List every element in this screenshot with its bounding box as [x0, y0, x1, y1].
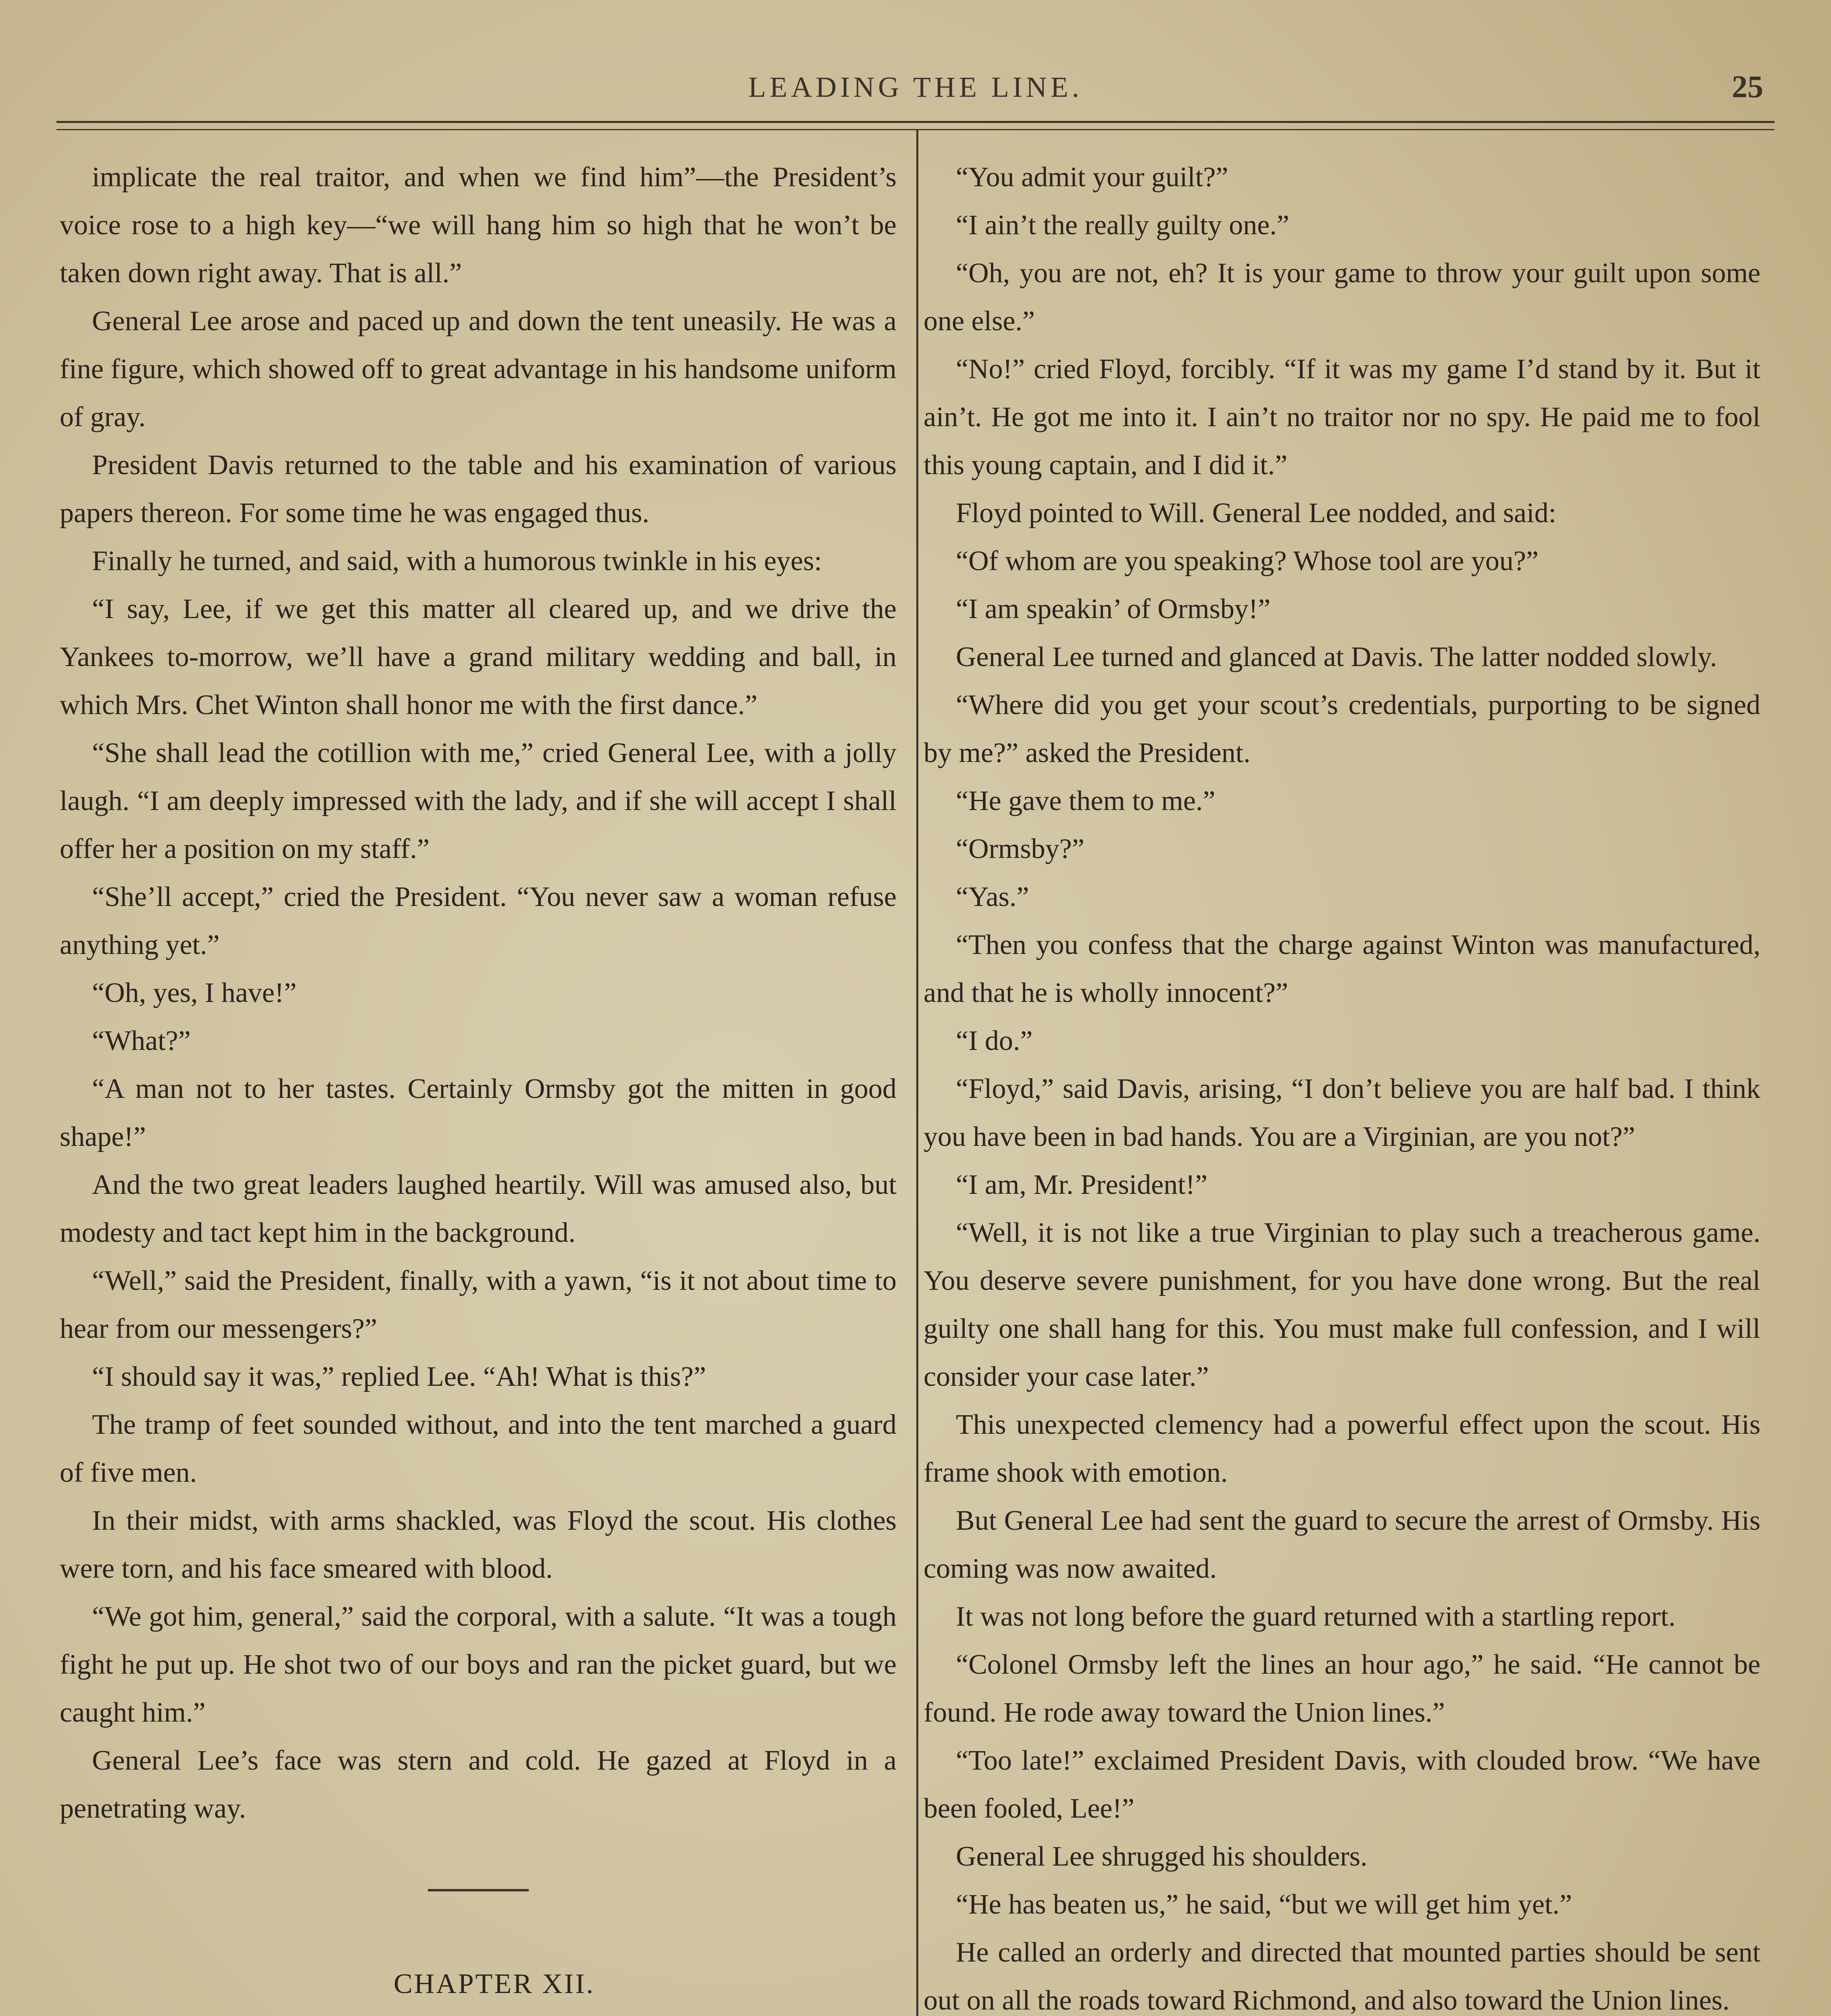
- right-body-text: [924, 153, 1760, 2016]
- paragraph: “No!” cried Floyd, forcibly. “If it was my game I’d stand by it. But it ain’t. He got me into it. I ain’t no traitor nor no spy. He paid me to fool this young captain, and I did it.”: [924, 354, 1760, 481]
- page-number: 25: [1732, 69, 1763, 104]
- paragraph: President Davis returned to the table and his examination of various papers thereon. For some time he was engaged thus.: [60, 450, 897, 529]
- running-title: LEADING THE LINE.: [748, 71, 1083, 103]
- paragraph: It was not long before the guard returned with a startling report.: [956, 1601, 1676, 1632]
- paragraph: General Lee shrugged his shoulders.: [956, 1841, 1368, 1872]
- paragraph: “Then you confess that the charge against Winton was manufactured, and that he is wholly innocent?”: [924, 929, 1760, 1008]
- paragraph: And the two great leaders laughed heartily. Will was amused also, but modesty and tact kept him in the background.: [60, 1169, 897, 1248]
- header-rule-thin: [56, 129, 1775, 130]
- paragraph: “A man not to her tastes. Certainly Ormsby got the mitten in good shape!”: [60, 1073, 897, 1152]
- paragraph: “I am, Mr. President!”: [956, 1169, 1207, 1200]
- paragraph: But General Lee had sent the guard to secure the arrest of Ormsby. His coming was now awaited.: [924, 1505, 1760, 1584]
- paragraph: General Lee’s face was stern and cold. He gazed at Floyd in a penetrating way.: [60, 1745, 897, 1824]
- left-body-text: [60, 153, 897, 1833]
- paragraph: “Too late!” exclaimed President Davis, with clouded brow. “We have been fooled, Lee!”: [924, 1745, 1760, 1824]
- right-column: [924, 153, 1760, 2016]
- paragraph: This unexpected clemency had a powerful effect upon the scout. His frame shook with emotion.: [924, 1409, 1760, 1488]
- paragraph: “She shall lead the cotillion with me,” cried General Lee, with a jolly laugh. “I am deeply impressed with the lady, and if she will accept I shall offer her a position on my staff.”: [60, 737, 897, 864]
- paragraph: In their midst, with arms shackled, was Floyd the scout. His clothes were torn, and his face smeared with blood.: [60, 1505, 897, 1584]
- paragraph: Finally he turned, and said, with a humorous twinkle in his eyes:: [92, 546, 822, 577]
- paragraph: “You admit your guilt?”: [956, 162, 1228, 193]
- chapter-heading: CHAPTER XII.: [393, 1968, 595, 1999]
- paragraph: “Well,” said the President, finally, with a yawn, “is it not about time to hear from our messengers?”: [60, 1265, 897, 1344]
- paragraph: Floyd pointed to Will. General Lee nodded, and said:: [956, 498, 1556, 529]
- paragraph: “She’ll accept,” cried the President. “You never saw a woman refuse anything yet.”: [60, 881, 897, 960]
- paragraph: “Floyd,” said Davis, arising, “I don’t believe you are half bad. I think you have been in bad hands. You are a Virginian, are you not?”: [924, 1073, 1760, 1152]
- paragraph: “Oh, yes, I have!”: [92, 977, 297, 1008]
- paragraph: “Ormsby?”: [956, 833, 1084, 864]
- paragraph: “I should say it was,” replied Lee. “Ah! What is this?”: [92, 1361, 706, 1392]
- paragraph: “Oh, you are not, eh? It is your game to throw your guilt upon some one else.”: [924, 258, 1760, 337]
- column-divider: [916, 129, 918, 2016]
- paragraph: “I do.”: [956, 1025, 1033, 1056]
- chapter-subtitle: [60, 2008, 897, 2016]
- paragraph: General Lee arose and paced up and down the tent uneasily. He was a fine figure, which showed off to great advantage in his handsome uniform of gray.: [60, 306, 897, 433]
- header-rule: [56, 121, 1775, 123]
- paragraph: “I am speakin’ of Ormsby!”: [956, 594, 1271, 625]
- paragraph: “He gave them to me.”: [956, 785, 1216, 816]
- paragraph: “I say, Lee, if we get this matter all cleared up, and we drive the Yankees to-morrow, we’ll have a grand military wedding and ball, in which Mrs. Chet Winton shall honor me with the first dance.”: [60, 594, 897, 721]
- paragraph: “I ain’t the really guilty one.”: [956, 210, 1289, 241]
- left-column: [60, 153, 897, 2016]
- paragraph: “Well, it is not like a true Virginian to play such a treacherous game. You deserve severe punishment, for you have done wrong. But the real guilty one shall hang for this. You must make full confession, and I will consider your case later.”: [924, 1217, 1760, 1392]
- paragraph: “We got him, general,” said the corporal, with a salute. “It was a tough fight he put up. He shot two of our boys and ran the picket guard, but we caught him.”: [60, 1601, 897, 1728]
- paragraph: General Lee turned and glanced at Davis. The latter nodded slowly.: [956, 641, 1717, 673]
- paragraph: “Of whom are you speaking? Whose tool are you?”: [956, 546, 1539, 577]
- paragraph: “Yas.”: [956, 881, 1029, 912]
- paragraph: implicate the real traitor, and when we find him”—the President’s voice rose to a high key—“we will hang him so high that he won’t be taken down right away. That is all.”: [60, 162, 897, 289]
- paragraph: “He has beaten us,” he said, “but we will get him yet.”: [956, 1889, 1572, 1920]
- paragraph: “Colonel Ormsby left the lines an hour ago,” he said. “He cannot be found. He rode away toward the Union lines.”: [924, 1649, 1760, 1728]
- paragraph: He called an orderly and directed that mounted parties should be sent out on all the roads toward Richmond, and also toward the Union lines.: [924, 1937, 1760, 2016]
- section-rule: [428, 1889, 529, 1891]
- paragraph: “What?”: [92, 1025, 191, 1056]
- paragraph: The tramp of feet sounded without, and into the tent marched a guard of five men.: [60, 1409, 897, 1488]
- paragraph: “Where did you get your scout’s credentials, purporting to be signed by me?” asked the President.: [924, 689, 1760, 768]
